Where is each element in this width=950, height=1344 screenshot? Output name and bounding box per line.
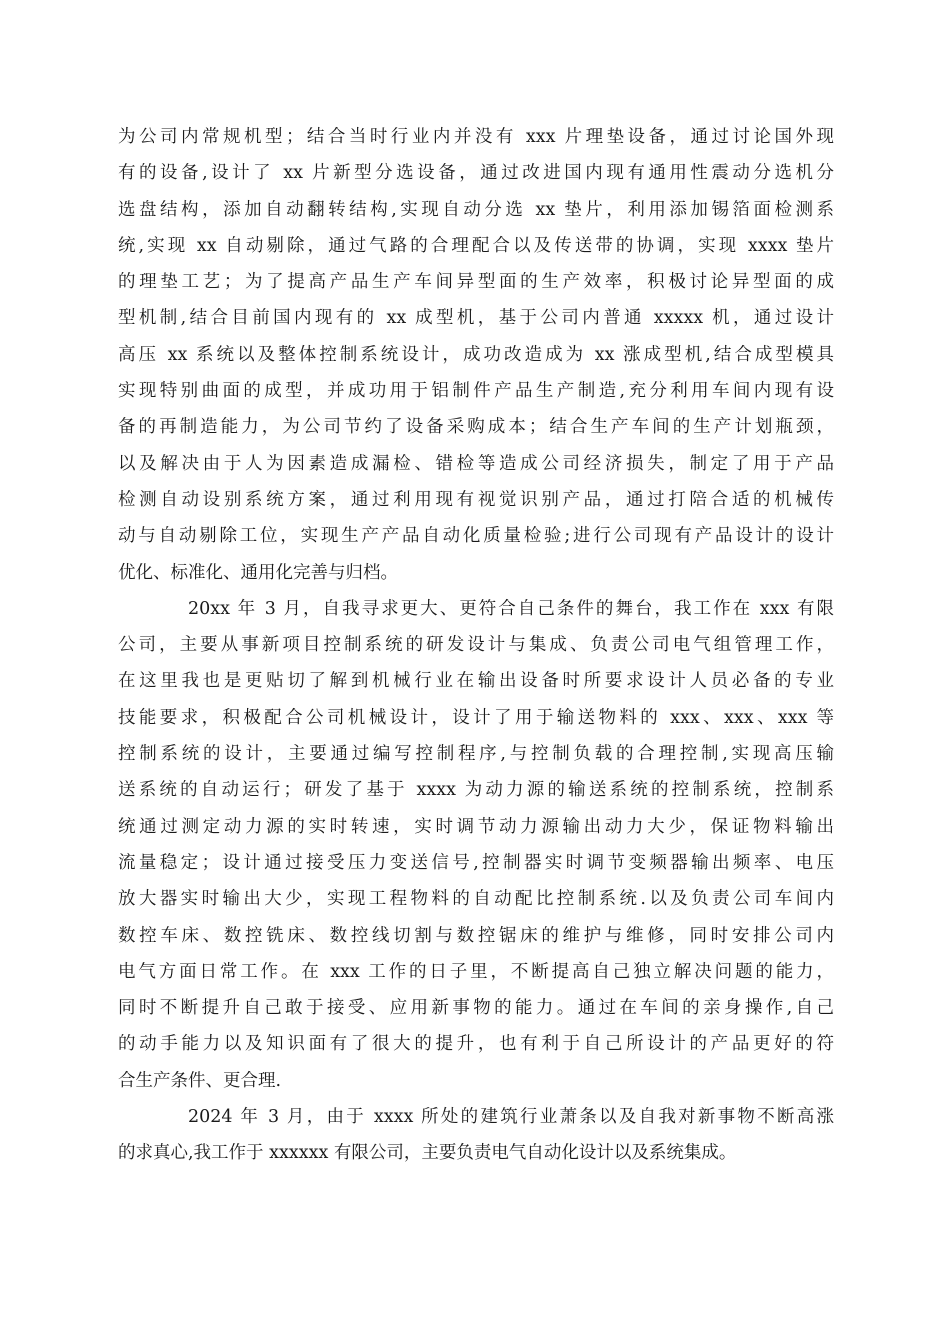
paragraph: [118, 1099, 834, 1172]
paragraph: [118, 119, 834, 591]
text-line: 检测自动设别系统方案，通过利用现有视觉识别产品，通过打陪合适的机械传: [118, 489, 834, 510]
paragraph: [118, 591, 834, 1099]
text-line: 数控车床、数控铣床、数控线切割与数控锯床的维护与维修，同时安排公司内: [118, 925, 834, 946]
text-line: 公司，主要从事新项目控制系统的研发设计与集成、负责公司电气组管理工作，: [118, 635, 834, 656]
text-line: 流量稳定；设计通过接受压力变送信号,控制器实时调节变频器输出频率、电压: [118, 852, 834, 873]
text-line: 控制系统的设计，主要通过编写控制程序,与控制负载的合理控制,实现高压输: [118, 744, 834, 765]
text-line: 型机制,结合目前国内现有的 xx 成型机，基于公司内普通 xxxxx 机，通过设计: [118, 308, 834, 329]
text-line: 技能要求，积极配合公司机械设计，设计了用于输送物料的 xxx、xxx、xxx 等: [118, 707, 834, 728]
text-line: 放大器实时输出大少，实现工程物料的自动配比控制系统.以及负责公司车间内: [118, 889, 834, 910]
text-line: 电气方面日常工作。在 xxx 工作的日子里，不断提高自己独立解决问题的能力，: [118, 961, 834, 982]
text-line: 动与自动剔除工位，实现生产产品自动化质量检验;进行公司现有产品设计的设计: [118, 526, 834, 547]
text-line: 选盘结构，添加自动翻转结构,实现自动分选 xx 垫片，利用添加锡箔面检测系: [118, 199, 834, 220]
text-line: 的动手能力以及知识面有了很大的提升，也有利于自己所设计的产品更好的符: [118, 1034, 834, 1055]
text-line: 优化、标准化、通用化完善与归档。: [118, 562, 398, 583]
text-line: 高压 xx 系统以及整体控制系统设计，成功改造成为 xx 涨成型机,结合成型模具: [118, 344, 834, 365]
text-line: 实现特别曲面的成型，并成功用于铝制件产品生产制造,充分利用车间内现有设: [118, 381, 834, 402]
text-line: 的理垫工艺；为了提高产品生产车间异型面的生产效率，积极讨论异型面的成: [118, 272, 834, 293]
text-line: 统,实现 xx 自动剔除，通过气路的合理配合以及传送带的协调，实现 xxxx 垫片: [118, 235, 834, 256]
text-line: 在这里我也是更贴切了解到机械行业在输出设备时所要求设计人员必备的专业: [118, 671, 834, 692]
document-body: [118, 119, 834, 1172]
text-line: 合生产条件、更合理.: [118, 1070, 282, 1091]
text-line: 为公司内常规机型；结合当时行业内并没有 xxx 片理垫设备，通过讨论国外现: [118, 127, 834, 147]
text-line: 20xx 年 3 月，自我寻求更大、更符合自己条件的舞台，我工作在 xxx 有限: [188, 598, 834, 619]
text-line: 以及解决由于人为因素造成漏检、错检等造成公司经济损失，制定了用于产品: [118, 453, 834, 474]
text-line: 同时不断提升自己敢于接受、应用新事物的能力。通过在车间的亲身操作,自己: [118, 998, 834, 1019]
text-line: 统通过测定动力源的实时转速，实时调节动力源输出动力大少，保证物料输出: [118, 816, 834, 837]
text-line: 有的设备,设计了 xx 片新型分选设备，通过改进国内现有通用性震动分选机分: [118, 163, 834, 184]
text-line: 送系统的自动运行；研发了基于 xxxx 为动力源的输送系统的控制系统，控制系: [118, 780, 834, 801]
text-line: 的求真心,我工作于 xxxxxx 有限公司，主要负责电气自动化设计以及系统集成。: [118, 1143, 737, 1164]
text-line: 备的再制造能力，为公司节约了设备采购成本；结合生产车间的生产计划瓶颈，: [118, 417, 834, 438]
text-line: 2024 年 3 月，由于 xxxx 所处的建筑行业萧条以及自我对新事物不断高涨: [188, 1107, 834, 1128]
